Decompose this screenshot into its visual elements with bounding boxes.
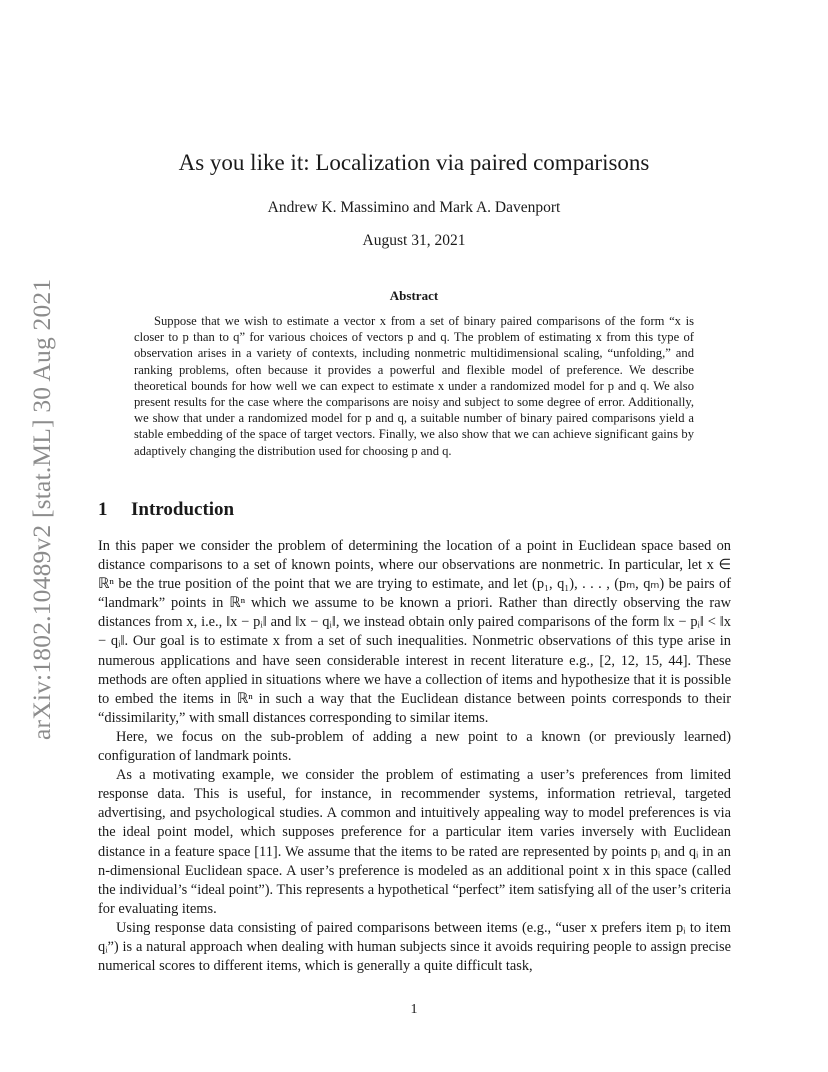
introduction-body <box>98 537 731 976</box>
paper-title: As you like it: Localization via paired comparisons <box>178 150 650 175</box>
abstract-heading: Abstract <box>389 288 439 303</box>
intro-paragraph-2: Here, we focus on the sub-problem of adding a new point to a known (or previously learned) configuration of landmark points. <box>98 728 731 765</box>
intro-paragraph-1: In this paper we consider the problem of determining the location of a point in Euclidean space based on distance comparisons to a set of known points, where our observations are nonmetric. In particular, let x ∈ ℝⁿ be the true position of the point that we are trying to estimate, and let (p₁, q₁), . . . , (pₘ, qₘ) be pairs of “landmark” points in ℝⁿ which we assume to be known a priori. Rather than directly observing the raw distances from x, i.e., ‖x − pᵢ‖ and ‖x − qᵢ‖, we instead obtain only paired comparisons of the form ‖x − pᵢ‖ < ‖x − qᵢ‖. Our goal is to estimate x from a set of such inequalities. Nonmetric observations of this type arise in numerous applications and have seen considerable interest in recent literature e.g., [2, 12, 15, 44]. These methods are often applied in situations where we have a collection of items and hypothesize that it is possible to embed the items in ℝⁿ in such a way that the Euclidean distance between points corresponds to their “dissimilarity,” with small distances corresponding to similar items. <box>98 538 731 726</box>
intro-paragraph-3: As a motivating example, we consider the problem of estimating a user’s preferences from limited response data. This is useful, for instance, in recommender systems, information retrieval, targeted advertising, and psychological studies. A common and intuitively appealing way to model preferences is via the ideal point model, which supposes preference for a particular item varies inversely with Euclidean distance in a feature space [11]. We assume that the items to be rated are represented by points pᵢ and qᵢ in an n-dimensional Euclidean space. A user’s preference is modeled as an additional point x in this space (called the individual’s “ideal point”). This represents a hypothetical “perfect” item satisfying all of the user’s criteria for evaluating items. <box>98 767 731 917</box>
page-number: 1 <box>410 1002 418 1017</box>
paper-date: August 31, 2021 <box>362 232 466 249</box>
section-heading-introduction <box>98 499 234 521</box>
arxiv-identifier-stamp: arXiv:1802.10489v2 [stat.ML] 30 Aug 2021 <box>27 278 56 740</box>
section-title: Introduction <box>131 499 235 520</box>
paper-authors: Andrew K. Massimino and Mark A. Davenport <box>267 199 561 216</box>
abstract-text: Suppose that we wish to estimate a vector x from a set of binary paired comparisons of the form “x is closer to p than to q” for various choices of vectors p and q. The problem of estimating x from this type of observation arises in a variety of contexts, including nonmetric multidimensional scaling, “unfolding,” and ranking problems, often because it provides a powerful and flexible model of preference. We describe theoretical bounds for how well we can expect to estimate x under a randomized model for p and q. We also present results for the case where the comparisons are noisy and subject to some degree of error. Additionally, we show that under a randomized model for p and q, a suitable number of binary paired comparisons yield a stable embedding of the space of target vectors. Finally, we also show that we can achieve significant gains by adaptively changing the distribution used for choosing p and q. <box>134 314 694 458</box>
intro-paragraph-4: Using response data consisting of paired comparisons between items (e.g., “user x prefers item pᵢ to item qᵢ”) is a natural approach when dealing with human subjects since it avoids requiring people to assign precise numerical scores to different items, which is generally a quite difficult task, <box>98 919 731 975</box>
section-number: 1 <box>98 499 108 520</box>
